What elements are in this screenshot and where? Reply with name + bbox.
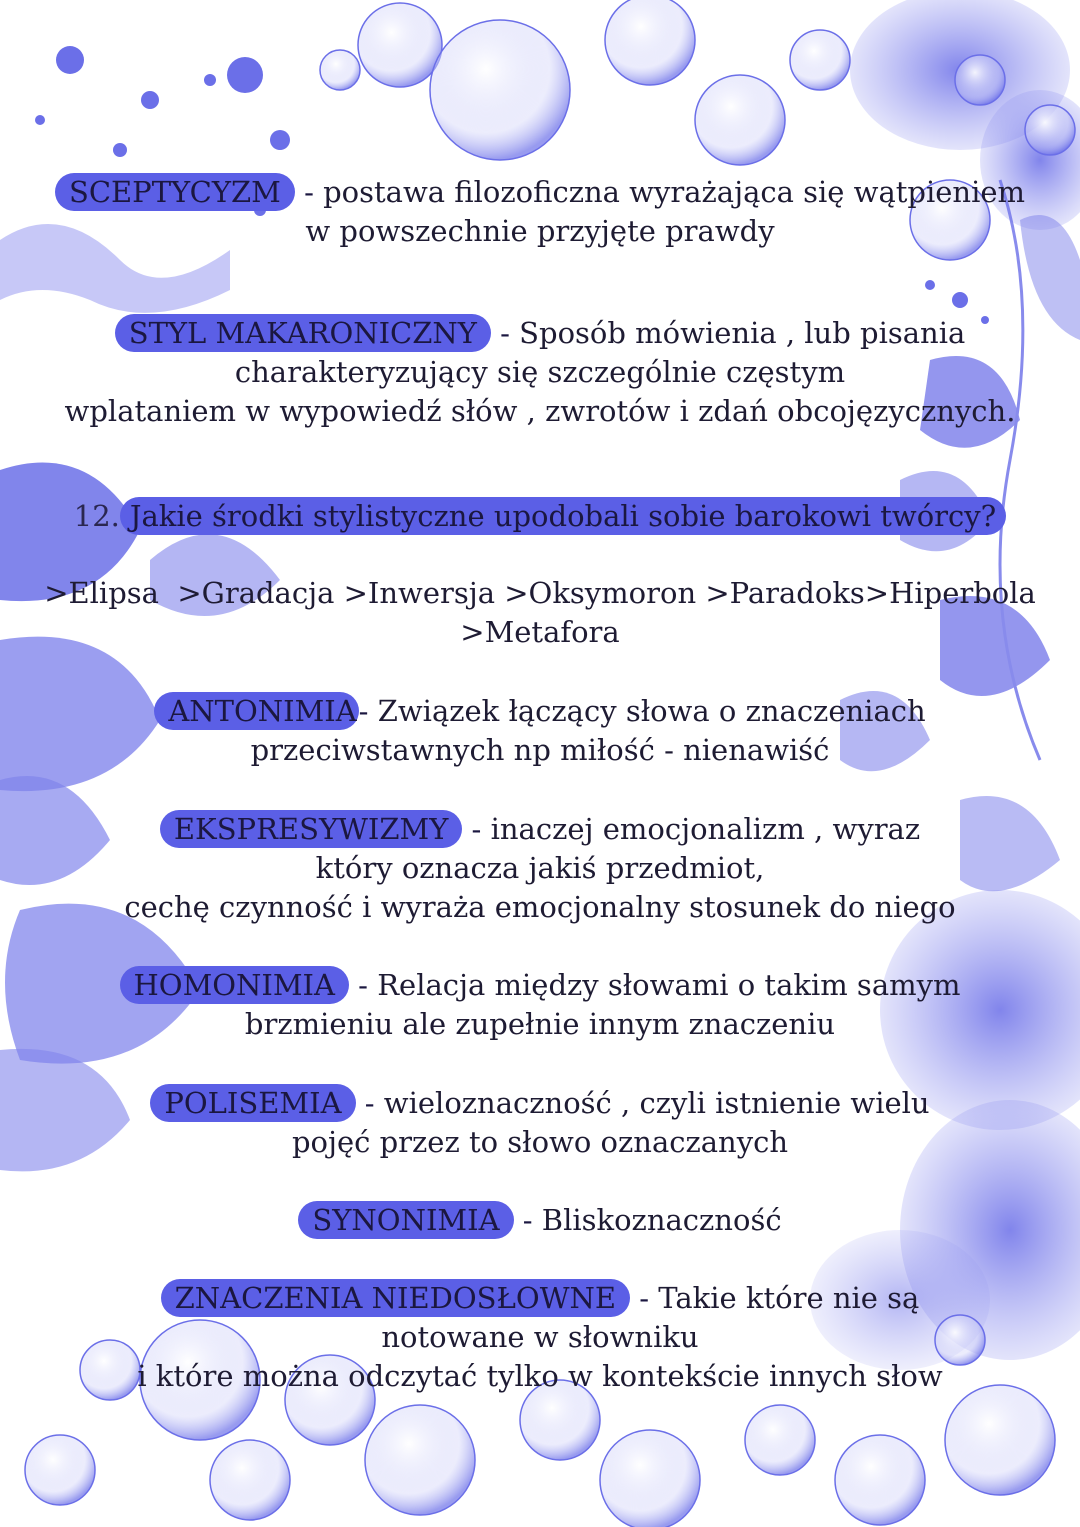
term-badge: HOMONIMIA: [120, 966, 349, 1004]
definition-text: Bliskoznaczność: [541, 1203, 782, 1237]
definition-line: [0, 1084, 1080, 1123]
definition-line: w powszechnie przyjęte prawdy: [305, 214, 775, 248]
separator: -: [348, 968, 378, 1002]
separator: -: [462, 812, 491, 846]
definition-line: charakteryzujący się szczególnie częstym: [234, 355, 846, 389]
definition-line: i które można odczytać tylko w kontekście innych słow: [137, 1359, 943, 1393]
stylistic-devices-list: [0, 574, 1080, 652]
definition-styl-makaroniczny: [0, 314, 1080, 431]
separator: -: [513, 1203, 542, 1237]
term-polisemia: [0, 1084, 1080, 1162]
question-text: Jakie środki stylistyczne upodobali sobie barokowi twórcy?: [120, 497, 1006, 535]
definition-line: [0, 1201, 1080, 1240]
question-line: [0, 497, 1080, 536]
definition-line: pojęć przez to słowo oznaczanych: [291, 1125, 789, 1159]
definition-line: [0, 966, 1080, 1005]
definition-line: przeciwstawnych np miłość - nienawiść: [250, 733, 830, 767]
term-badge: ANTONIMIA: [154, 692, 358, 730]
definition-line: który oznacza jakiś przedmiot,: [315, 851, 765, 885]
definition-text: wieloznaczność , czyli istnienie wielu: [383, 1086, 930, 1120]
definition-line: [0, 173, 1080, 212]
definition-line: [0, 1279, 1080, 1318]
term-badge: EKSPRESYWIZMY: [160, 810, 462, 848]
definition-line: wplataniem w wypowiedź słów , zwrotów i zdań obcojęzycznych.: [64, 394, 1016, 428]
separator: -: [355, 1086, 384, 1120]
separator: -: [630, 1281, 659, 1315]
devices-line: >Elipsa >Gradacja >Inwersja >Oksymoron >Paradoks>Hiperbola: [44, 576, 1036, 610]
definition-text: postawa filozoficzna wyrażająca się wątpieniem: [323, 175, 1026, 209]
definition-text: Takie które nie są: [658, 1281, 920, 1315]
term-antonimia: [0, 692, 1080, 770]
definition-text: Związek łączący słowa o znaczeniach: [377, 694, 926, 728]
term-ekspresywizmy: [0, 810, 1080, 927]
definition-text: Relacja między słowami o takim samym: [377, 968, 961, 1002]
definition-text: Sposób mówienia , lub pisania: [519, 316, 966, 350]
definition-sceptycyzm: [0, 173, 1080, 251]
definition-line: notowane w słowniku: [381, 1320, 699, 1354]
term-badge: STYL MAKARONICZNY: [115, 314, 491, 352]
term-znaczenia-niedoslowne: [0, 1279, 1080, 1396]
separator: -: [358, 694, 378, 728]
question-12: [0, 497, 1080, 536]
devices-line: >Metafora: [460, 615, 620, 649]
definition-line: [0, 692, 1080, 731]
separator: -: [294, 175, 324, 209]
definition-line: brzmieniu ale zupełnie innym znaczeniu: [244, 1007, 836, 1041]
term-badge: SCEPTYCYZM: [55, 173, 295, 211]
question-number: 12.: [73, 499, 120, 533]
term-badge: POLISEMIA: [150, 1084, 355, 1122]
definition-line: [0, 314, 1080, 353]
definition-text: inaczej emocjonalizm , wyraz: [490, 812, 921, 846]
term-badge: SYNONIMIA: [298, 1201, 513, 1239]
term-badge: ZNACZENIA NIEDOSŁOWNE: [161, 1279, 630, 1317]
definition-line: [0, 810, 1080, 849]
definition-line: cechę czynność i wyraża emocjonalny stosunek do niego: [124, 890, 956, 924]
term-homonimia: [0, 966, 1080, 1044]
term-synonimia: [0, 1201, 1080, 1240]
separator: -: [490, 316, 520, 350]
